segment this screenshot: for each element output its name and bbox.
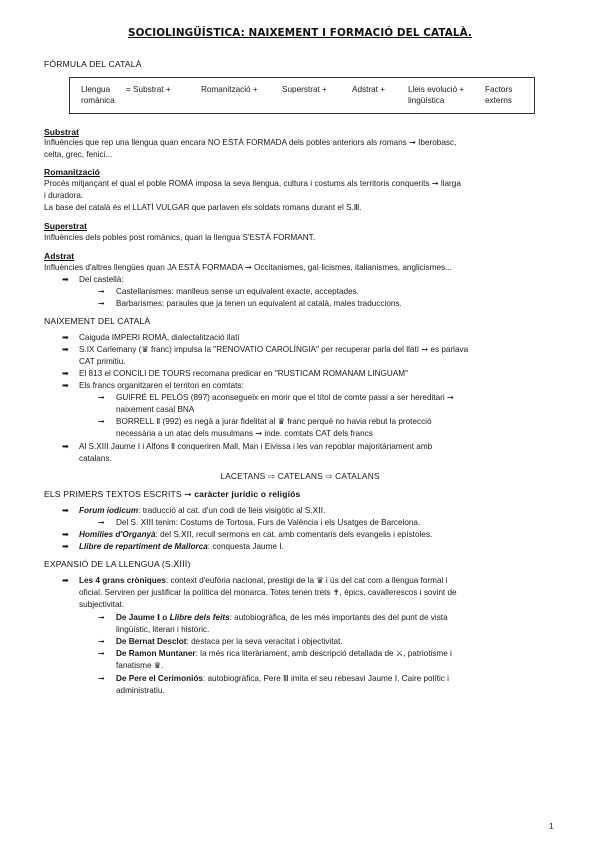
list-item: Forum iodicum: traducció al cat. d'un codi de lleis visigòtic al S.ⅩⅠⅠ.: [79, 506, 326, 515]
lacetans-line: LACETANS ⇨ CATELANS ⇨ CATALANS: [220, 471, 380, 481]
list-item: S.IX Carlemany (♛ franc) impulsa la "RENOVATIO CAROLÍNGIA" per recuperar parla del llatí ➞ es parlava: [79, 345, 469, 354]
list-item-cont: lingüístic, literari i històric.: [116, 625, 210, 634]
romanitzacio-heading: Romanització: [44, 167, 100, 177]
formula-term: Lleis evolució + lingüística: [408, 85, 465, 105]
list-item-cont: catalans.: [79, 454, 112, 463]
romanitzacio-line: Procés mitjançant el qual el poble ROMÀ imposa la seva llengua, cultura i costums als territoris conquerits ➞ llarga: [44, 179, 461, 188]
sub-arrow-icon: ➞: [98, 393, 105, 402]
list-item: Els francs organitzaren el territori en comtats:: [79, 381, 244, 390]
bullet-arrow-icon: ➡: [62, 506, 69, 515]
list-item-cont: oficial. Serviren per justificar la política del monarca. Totes tenen trets ✝, èpics, cavallerescos i sovint de: [79, 588, 457, 597]
list-item: GUIFRÉ EL PELÓS (897) aconsegueix en morir que el títol de comte passi a ser hereditari ➞: [116, 393, 454, 402]
list-item: De Jaume Ⅰ o Llibre dels feits: autobiogràfica, de les més importants des del punt de vista: [116, 613, 448, 622]
adstrat-heading: Adstrat: [44, 251, 75, 261]
sub-arrow-icon: ➞: [98, 287, 105, 296]
formula-box: [69, 77, 535, 114]
bullet-arrow-icon: ➡: [62, 345, 69, 354]
bullet-arrow-icon: ➡: [62, 542, 69, 551]
bullet-arrow-icon: ➡: [62, 530, 69, 539]
formula-term: Superstrat +: [282, 85, 327, 94]
formula-term: Romanització +: [201, 85, 258, 94]
sub-arrow-icon: ➞: [98, 299, 105, 308]
formula-heading: FÓRMULA DEL CATALÀ: [44, 59, 142, 69]
list-item: Llibre de repartiment de Mallorca: conquesta Jaume Ⅰ.: [79, 542, 284, 551]
sub-arrow-icon: ➞: [98, 613, 105, 622]
formula-term: Factors externs: [485, 85, 513, 105]
list-item-cont: fanatisme ♛.: [116, 661, 164, 670]
sub-arrow-icon: ➞: [98, 637, 105, 646]
bullet-arrow-icon: ➡: [62, 333, 69, 342]
superstrat-line: Influències dels pobles post romànics, quan la llengua S'ESTÀ FORMANT.: [44, 233, 315, 242]
list-item: De Ramon Muntaner: la més rica literàriament, amb descripció detallada de ⚔, patriotisme i: [116, 649, 452, 658]
list-item: Castellanismes: manlleus sense un equivalent exacte, acceptades.: [116, 287, 360, 296]
list-item: El 813 el CONCILI DE TOURS recomana predicar en "RUSTICAM ROMANAM LINGUAM": [79, 369, 409, 378]
list-item: Al S.XIII Jaume Ⅰ i Alfons Ⅱ conqueriren Mall, Man i Eivissa i les van repoblar majoritàriament amb: [79, 442, 433, 451]
bullet-arrow-icon: ➡: [62, 381, 69, 390]
list-item: Barbarismes: paraules que ja tenen un equivalent al català, males traduccions.: [116, 299, 402, 308]
list-item: Homilies d'Organyà: del S.ⅩⅠⅠ, recull sermons en cat. amb comentaris dels evangelis i epístoles.: [79, 530, 433, 539]
list-item: Del S. ⅩⅠⅠⅠ tenim: Costums de Tortosa, Furs de València i els Usatges de Barcelona.: [116, 518, 421, 527]
formula-term: = Substrat +: [126, 85, 171, 94]
substrat-line: celta, grec, fenici...: [44, 150, 113, 159]
sub-arrow-icon: ➞: [98, 674, 105, 683]
romanitzacio-line: i duradora.: [44, 191, 84, 200]
formula-term: Adstrat +: [352, 85, 385, 94]
list-item: De Pere el Cerimoniós: autobiogràfica, Pere Ⅲ imita el seu rebesavi Jaume Ⅰ. Caire polític i: [116, 674, 449, 683]
list-item: De Bernat Desclot: destaca per la seva veracitat i objectivitat.: [116, 637, 343, 646]
expansio-heading: EXPANSIÓ DE LA LLENGUA (S.ⅩⅠⅠⅠ): [44, 559, 191, 569]
sub-arrow-icon: ➞: [98, 417, 105, 426]
list-item: Caiguda IMPERI ROMÀ, dialectalització llatí: [79, 333, 240, 342]
bullet-arrow-icon: ➡: [62, 369, 69, 378]
page-number: 1: [549, 821, 554, 831]
bullet-arrow-icon: ➡: [62, 442, 69, 451]
list-item: Les 4 grans cròniques: context d'eufòria nacional, prestigi de la ♛ i ús del cat com a llengua formal i: [79, 576, 448, 585]
list-item-cont: subjectivitat.: [79, 600, 125, 609]
bullet-arrow-icon: ➡: [62, 275, 69, 284]
romanitzacio-line: La base del català és el LLATÍ VULGAR que parlaven els soldats romans durant el S.Ⅲ.: [44, 203, 362, 212]
page-title: SOCIOLINGÜÍSTICA: NAIXEMENT I FORMACIÓ DEL CATALÀ.: [128, 27, 472, 39]
adstrat-line: Influències d'altres llengües quan JA ESTÀ FORMADA ➞ Occitanismes, gal·licismes, italianismes, anglicismes...: [44, 263, 452, 272]
textos-heading: ELS PRIMERS TEXTOS ESCRITS ➞ caràcter jurídic o religiós: [44, 489, 301, 499]
naixement-heading: NAIXEMENT DEL CATALÀ: [44, 316, 151, 326]
list-item: Del castellà:: [79, 275, 124, 284]
list-item-cont: CAT primitiu.: [79, 357, 126, 366]
list-item-cont: administratiu.: [116, 686, 165, 695]
sub-arrow-icon: ➞: [98, 649, 105, 658]
superstrat-heading: Superstrat: [44, 221, 87, 231]
list-item-cont: necessària a un atac dels musulmans ➞ inde. comtats CAT dels francs: [116, 429, 373, 438]
list-item: BORRELL Ⅱ (992) es negà a jurar fidelitat al ♛ franc perquè no havia rebut la protecció: [116, 417, 432, 426]
bullet-arrow-icon: ➡: [62, 576, 69, 585]
substrat-line: Influències que rep una llengua quan encara NO ESTÀ FORMADA dels pobles anteriors als romans ➞ Iberobasc,: [44, 138, 457, 147]
substrat-heading: Substrat: [44, 127, 79, 137]
list-item-cont: naixement casal BNA: [116, 405, 195, 414]
sub-arrow-icon: ➞: [98, 518, 105, 527]
formula-term: Llengua romànica: [81, 85, 115, 105]
